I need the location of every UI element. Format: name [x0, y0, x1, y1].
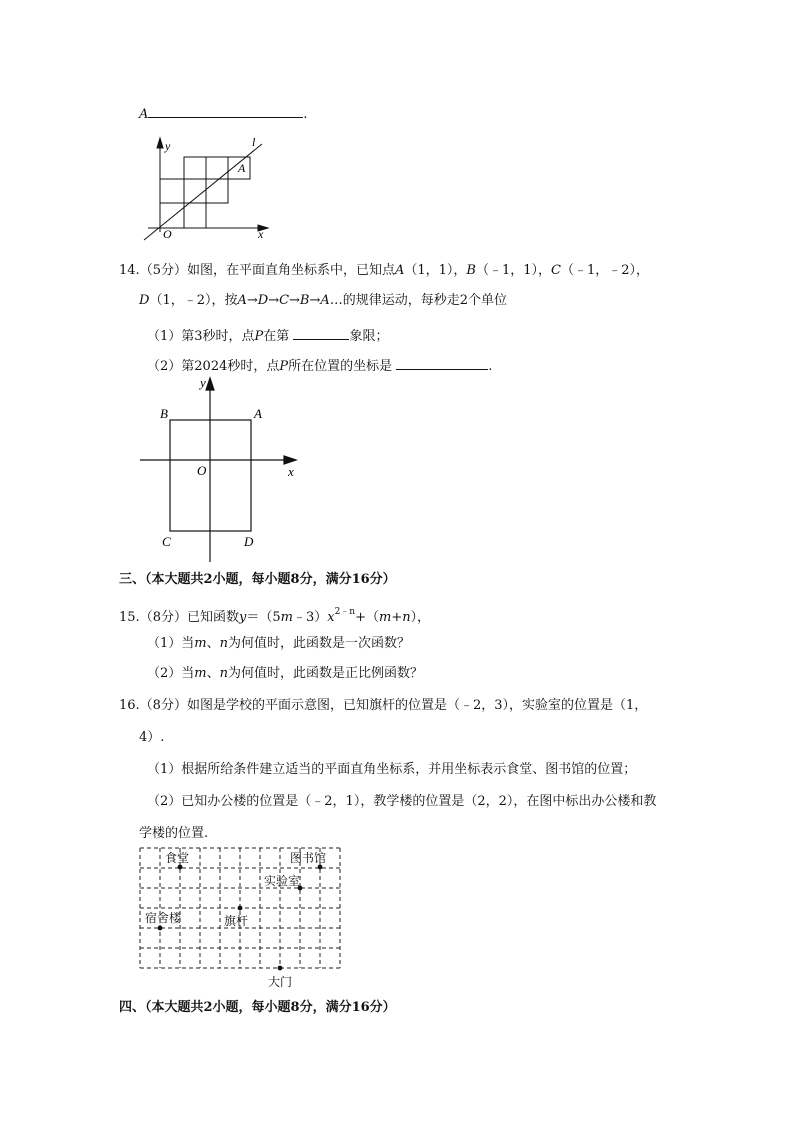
- flagpole-dot: [238, 906, 243, 911]
- q14-coord-a: （1，1），: [404, 263, 467, 278]
- dorm-label: 宿舍楼: [145, 911, 182, 925]
- q15-sub2-sep: 、: [206, 666, 220, 681]
- q14-point-a: A: [394, 263, 405, 278]
- fig14-point-b-label: B: [160, 406, 168, 421]
- q14-sub1-point: P: [254, 329, 264, 344]
- fig14-x-label: x: [288, 464, 294, 479]
- q15-exponent: 2﹣n: [334, 607, 356, 617]
- q16-sub1: （1）根据所给条件建立适当的平面直角坐标系，并用坐标表示食堂、图书馆的位置；: [147, 762, 637, 777]
- q15-sub1-end: 为何值时，此函数是一次函数？: [228, 636, 411, 651]
- section-3-heading: 三、（本大题共2小题，每小题8分，满分16分）: [119, 572, 396, 587]
- library-dot: [318, 865, 323, 870]
- q14-coord-c: （﹣1，﹣2），: [560, 263, 650, 278]
- q14-point-d: D: [139, 293, 150, 308]
- section-4-heading: 四、（本大题共2小题，每小题8分，满分16分）: [119, 1000, 396, 1015]
- fig13-origin-label: O: [163, 227, 172, 241]
- q15-var-mn: m+n: [379, 610, 411, 625]
- q15-sub2-end: 为何值时，此函数是正比例函数？: [228, 666, 424, 681]
- q14-sub2-point: P: [279, 359, 289, 374]
- q15-plus: +（: [355, 610, 379, 625]
- q15-sub2-start: （2）当: [147, 666, 195, 681]
- fig14-point-a-label: A: [254, 406, 262, 421]
- q15-eq: ＝（5: [246, 610, 281, 625]
- q14-coord-d: （1，﹣2），按: [149, 293, 238, 308]
- q16-sub2-cont: 学楼的位置.: [139, 826, 209, 841]
- q13-period: .: [303, 107, 308, 122]
- q15-var-y: y: [238, 610, 247, 625]
- q13-point-label: A: [139, 107, 149, 122]
- fig14-y-label: y: [200, 375, 206, 390]
- q15-close: ），: [410, 610, 431, 625]
- q14-score: （5分）: [139, 263, 187, 278]
- q15-sub2-m: m: [194, 666, 207, 681]
- gate-label: 大门: [268, 975, 293, 989]
- q15-sub1-sep: 、: [206, 636, 220, 651]
- q14-stem-text: 如图，在平面直角坐标系中，已知点: [186, 263, 395, 278]
- q15-stem-start: （8分）已知函数: [139, 610, 239, 625]
- q14-sub1-mid: 在第: [263, 329, 290, 344]
- q15-var-m: m: [280, 610, 293, 625]
- q15-number: 15.: [119, 610, 140, 625]
- q15-sub1-m: m: [194, 636, 207, 651]
- q14-number: 14.: [119, 263, 140, 278]
- q14-sub1-start: （1）第3秒时，点: [147, 329, 255, 344]
- gate-dot: [278, 966, 283, 971]
- q14-point-b: B: [466, 263, 476, 278]
- q15-sub1-n: n: [219, 636, 228, 651]
- q14-path: A→D→C→B→A: [237, 293, 330, 308]
- lab-label: 实验室: [264, 874, 301, 888]
- library-label: 图书馆: [290, 851, 327, 865]
- q14-sub2-mid: 所在位置的坐标是: [288, 359, 393, 374]
- fig13-y-label: y: [165, 139, 171, 153]
- dorm-dot: [158, 926, 163, 931]
- q14-sub1-end: 象限；: [349, 329, 389, 344]
- canteen-label: 食堂: [165, 851, 190, 865]
- fig14-point-c-label: C: [162, 534, 171, 549]
- q14-sub2-end: .: [488, 359, 493, 374]
- q14-coord-b: （﹣1，1），: [475, 263, 552, 278]
- q16-sub2: （2）已知办公楼的位置是（﹣2，1），教学楼的位置是（2，2），在图中标出办公楼和教: [147, 794, 657, 809]
- fig14-point-d-label: D: [244, 534, 254, 549]
- q14-sub2-start: （2）第2024秒时，点: [147, 359, 280, 374]
- q14-stem-end: …的规律运动，每秒走2个单位: [329, 293, 508, 308]
- fig13-point-a-label: A: [238, 161, 246, 175]
- q16-stem-line1: 16.（8分）如图是学校的平面示意图，已知旗杆的位置是（﹣2，3），实验室的位置是（1，: [119, 698, 648, 713]
- fig13-line-label: l: [252, 135, 256, 149]
- q15-var-x: x: [327, 610, 335, 625]
- q15-sub2-n: n: [219, 666, 228, 681]
- fig14-origin-label: O: [197, 463, 207, 478]
- q14-point-c: C: [551, 263, 561, 278]
- q15-sub1-start: （1）当: [147, 636, 195, 651]
- flagpole-label: 旗杆: [224, 914, 249, 928]
- canteen-dot: [178, 865, 183, 870]
- fig13-x-label: x: [258, 227, 264, 241]
- q16-stem-line2: 4）.: [139, 730, 165, 745]
- q15-minus3: ﹣3）: [292, 610, 328, 625]
